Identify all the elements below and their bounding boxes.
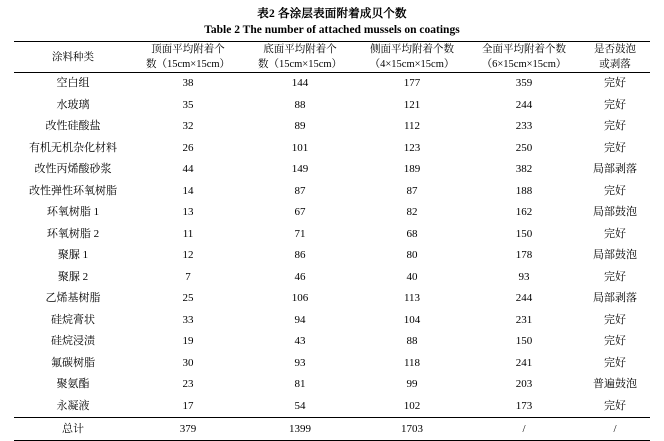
cell-status: 完好	[604, 98, 626, 111]
cell-top-count: 33	[182, 313, 194, 326]
cell-bottom-count: 67	[294, 206, 306, 218]
cell-coating-name: 乙烯基树脂	[45, 292, 101, 304]
table-row	[14, 331, 650, 353]
table-row	[14, 245, 650, 267]
header-line-1: 侧面平均附着个数	[370, 44, 454, 55]
cell-coating-name: 永凝液	[56, 399, 90, 412]
cell-all-count: 150	[515, 335, 533, 347]
cell-top-count: 38	[132, 73, 244, 95]
cell-top-count: 19	[182, 335, 194, 347]
cell-top-count: 11	[182, 227, 194, 240]
cell-top-count: 44	[182, 163, 194, 175]
cell-all-count: 244	[515, 98, 533, 111]
cell-bottom-count: 87	[294, 184, 306, 197]
cell-all-count: 162	[515, 206, 533, 218]
cell-side-count: 102	[403, 399, 421, 412]
table-row	[14, 224, 650, 246]
cell-total-side: 1703	[356, 418, 468, 441]
table-row	[14, 288, 650, 310]
header-line-2: （6×15cm×15cm）	[481, 59, 567, 70]
cell-coating-name: 硅烷膏状	[51, 313, 95, 326]
cell-all-count: 359	[468, 73, 580, 95]
header-cell-blister-peel	[580, 42, 650, 73]
cell-coating-name: 空白组	[14, 73, 132, 95]
cell-coating-name: 聚脲 2	[57, 270, 89, 283]
cell-top-count: 12	[182, 249, 194, 261]
cell-all-count: 250	[515, 141, 533, 154]
cell-top-count: 13	[182, 206, 194, 218]
header-cell-side-face	[356, 42, 468, 73]
cell-total-status: /	[580, 418, 650, 441]
cell-status: 完好	[580, 73, 650, 95]
cell-all-count: 244	[515, 292, 533, 304]
cell-top-count: 7	[185, 270, 191, 283]
cell-side-count: 113	[403, 292, 421, 304]
cell-coating-name: 改性弹性环氧树脂	[29, 184, 117, 197]
cell-total-all: /	[468, 418, 580, 441]
cell-bottom-count: 43	[294, 335, 306, 347]
table-row	[14, 353, 650, 375]
header-cell-bottom-face	[244, 42, 356, 73]
cell-coating-name: 环氧树脂 2	[46, 227, 100, 240]
cell-coating-name: 有机无机杂化材料	[29, 141, 117, 154]
mussel-count-table	[14, 41, 650, 441]
cell-all-count: 233	[515, 120, 533, 132]
cell-total-bottom: 1399	[244, 418, 356, 441]
cell-side-count: 189	[403, 163, 421, 175]
cell-all-count: 173	[515, 399, 533, 412]
cell-bottom-count: 86	[294, 249, 306, 261]
table-row	[14, 310, 650, 332]
cell-bottom-count: 144	[244, 73, 356, 95]
cell-side-count: 104	[403, 313, 421, 326]
header-line-2: 或剥落	[599, 59, 631, 70]
cell-side-count: 88	[406, 335, 418, 347]
cell-coating-name: 环氧树脂 1	[46, 206, 100, 218]
cell-bottom-count: 71	[294, 227, 306, 240]
cell-side-count: 121	[403, 98, 421, 111]
table-row	[14, 95, 650, 117]
table-row	[14, 396, 650, 418]
cell-all-count: 150	[515, 227, 533, 240]
table-header	[14, 42, 650, 73]
table-row	[14, 181, 650, 203]
table-body	[14, 73, 650, 441]
cell-bottom-count: 81	[294, 378, 306, 390]
cell-side-count: 123	[403, 141, 421, 154]
header-cell-coating-type	[14, 42, 132, 73]
cell-top-count: 25	[182, 292, 194, 304]
cell-status: 局部鼓泡	[593, 206, 637, 218]
cell-status: 完好	[604, 270, 626, 283]
cell-bottom-count: 54	[294, 399, 306, 412]
cell-top-count: 23	[182, 378, 194, 390]
cell-coating-name: 氟碳树脂	[51, 356, 95, 369]
cell-status: 局部剥落	[593, 292, 637, 304]
cell-status: 完好	[604, 335, 626, 347]
cell-status: 完好	[604, 313, 626, 326]
cell-status: 完好	[604, 399, 626, 412]
cell-status: 完好	[604, 141, 626, 154]
table-row	[14, 374, 650, 396]
table-row	[14, 159, 650, 181]
cell-top-count: 26	[182, 141, 194, 154]
cell-bottom-count: 101	[291, 141, 309, 154]
cell-all-count: 178	[515, 249, 533, 261]
cell-bottom-count: 94	[294, 313, 306, 326]
cell-status: 普遍鼓泡	[593, 378, 637, 390]
cell-side-count: 99	[406, 378, 418, 390]
header-line-1: 全面平均附着个数	[482, 44, 566, 55]
header-line-1: 顶面平均附着个	[151, 44, 225, 55]
cell-all-count: 203	[515, 378, 533, 390]
header-line-2: 数（15cm×15cm）	[257, 59, 343, 70]
header-line-1: 底面平均附着个	[263, 44, 337, 55]
cell-status: 完好	[604, 120, 626, 132]
cell-top-count: 30	[182, 356, 194, 369]
cell-coating-name: 硅烷浸渍	[51, 335, 95, 347]
cell-total-label: 总计	[14, 418, 132, 441]
header-line-2: 数（15cm×15cm）	[145, 59, 231, 70]
cell-coating-name: 改性丙烯酸砂浆	[34, 163, 112, 175]
cell-side-count: 40	[406, 270, 418, 283]
table-total-row	[14, 418, 650, 441]
header-line-2: （4×15cm×15cm）	[369, 59, 455, 70]
cell-side-count: 87	[406, 184, 418, 197]
cell-bottom-count: 88	[294, 98, 306, 111]
header-line-1: 是否鼓泡	[594, 44, 636, 55]
cell-coating-name: 聚脲 1	[57, 249, 89, 261]
header-cell-top-face	[132, 42, 244, 73]
cell-status: 完好	[604, 356, 626, 369]
cell-coating-name: 聚氨酯	[56, 378, 90, 390]
cell-top-count: 32	[182, 120, 194, 132]
cell-status: 局部鼓泡	[593, 249, 637, 261]
cell-side-count: 118	[403, 356, 421, 369]
cell-bottom-count: 149	[291, 163, 309, 175]
cell-top-count: 17	[182, 399, 194, 412]
header-cell-all-faces	[468, 42, 580, 73]
cell-side-count: 177	[356, 73, 468, 95]
cell-side-count: 68	[406, 227, 418, 240]
table-title-en: Table 2 The number of attached mussels on coatings	[204, 24, 460, 36]
cell-all-count: 188	[515, 184, 533, 197]
cell-side-count: 82	[406, 206, 418, 218]
cell-all-count: 231	[515, 313, 533, 326]
table-row	[14, 202, 650, 224]
table-row	[14, 267, 650, 289]
cell-bottom-count: 46	[294, 270, 306, 283]
cell-top-count: 35	[182, 98, 194, 111]
cell-all-count: 93	[518, 270, 530, 283]
cell-coating-name: 水玻璃	[56, 98, 90, 111]
cell-status: 完好	[604, 227, 626, 240]
table-title-cn: 表2 各涂层表面附着成贝个数	[257, 8, 407, 20]
cell-status: 完好	[604, 184, 626, 197]
table-row	[14, 73, 650, 95]
cell-top-count: 14	[182, 184, 194, 197]
header-line-1: 涂料种类	[52, 51, 94, 63]
cell-bottom-count: 89	[294, 120, 306, 132]
cell-all-count: 382	[515, 163, 533, 175]
cell-coating-name: 改性硅酸盐	[45, 120, 101, 132]
cell-total-top: 379	[132, 418, 244, 441]
cell-bottom-count: 93	[294, 356, 306, 369]
table-row	[14, 138, 650, 160]
cell-bottom-count: 106	[291, 292, 309, 304]
table-header-row	[14, 42, 650, 73]
cell-side-count: 80	[406, 249, 418, 261]
cell-all-count: 241	[515, 356, 533, 369]
cell-status: 局部剥落	[593, 163, 637, 175]
table-row	[14, 116, 650, 138]
cell-side-count: 112	[403, 120, 421, 132]
